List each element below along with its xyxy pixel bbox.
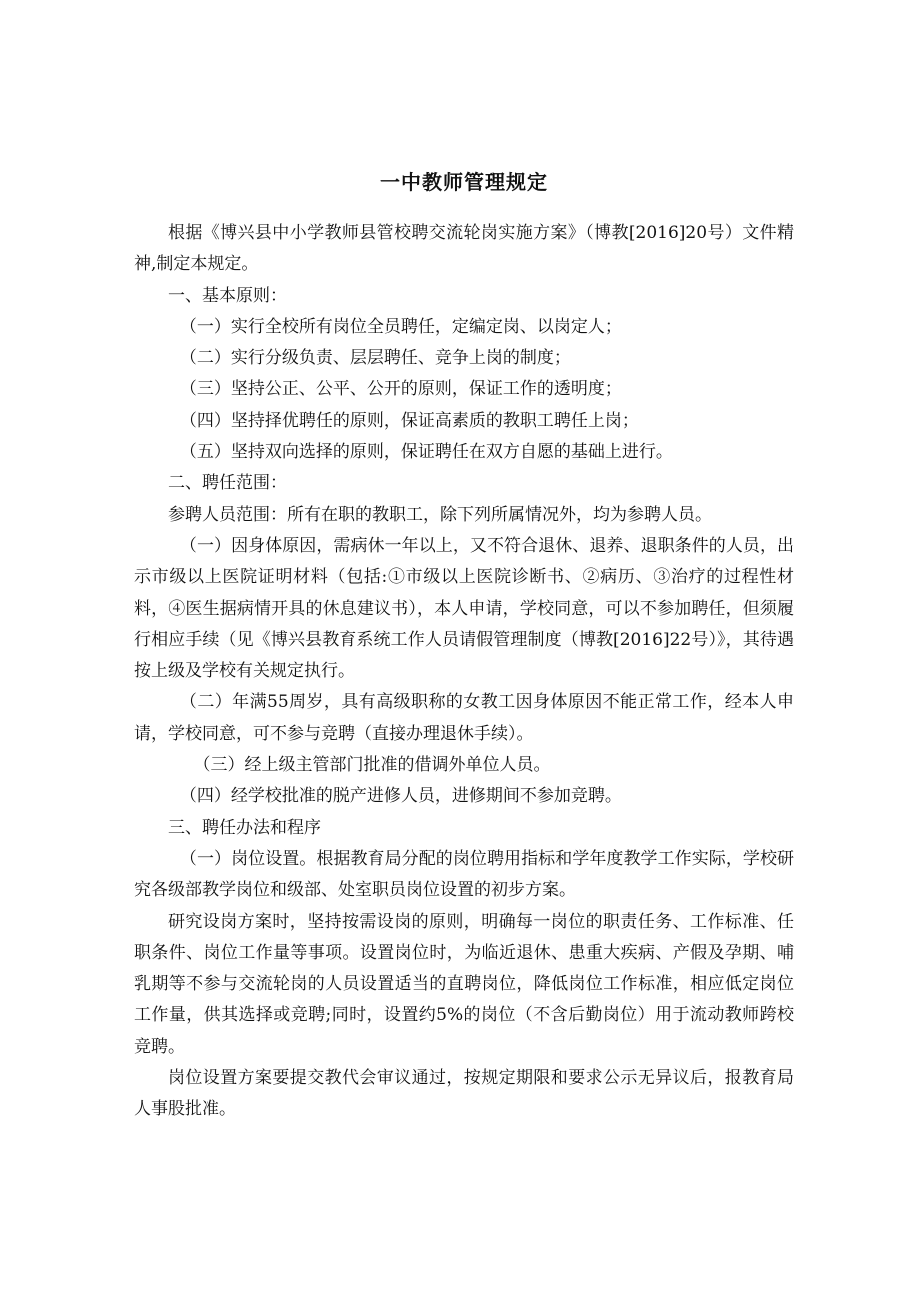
principle-item-3: （三）坚持公正、公平、公开的原则，保证工作的透明度；: [179, 379, 622, 400]
scope-paragraph: 参聘人员范围：所有在职的教职工，除下列所属情况外，均为参聘人员。: [168, 504, 712, 525]
procedure-paragraph-3: 岗位设置方案要提交教代会审议通过，按规定期限和要求公示无异议后，报教育局人事股批准。: [134, 1068, 794, 1120]
procedure-item-1: （一）岗位设置。根据教育局分配的岗位聘用指标和学年度教学工作实际，学校研究各级部教学岗位和级部、处室职员岗位设置的初步方案。: [134, 848, 794, 901]
exception-item-3: （三）经上级主管部门批准的借调外单位人员。: [193, 755, 551, 776]
principle-item-4: （四）坚持择优聘任的原则，保证高素质的教职工聘任上岗；: [179, 410, 639, 431]
intro-paragraph: 根据《博兴县中小学教师县管校聘交流轮岗实施方案》（博教[2016]20号）文件精神,制定本规定。: [134, 223, 794, 275]
exception-item-1: （一）因身体原因，需病休一年以上，又不符合退休、退养、退职条件的人员，出示市级以上医院证明材料（包括:①市级以上医院诊断书、②病历、③治疗的过程性材料，④医生据病情开具的休息建议书），本人申请，学校同意，可以不参加聘任，但须履行相应手续（见《博兴县教育系统工作人员请假管理制度（博教[2016]22号）》，其待遇按上级及学校有关规定执行。: [134, 535, 794, 682]
section-heading-principles: 一、基本原则：: [168, 285, 287, 306]
principle-item-1: （一）实行全校所有岗位全员聘任，定编定岗、以岗定人；: [179, 316, 622, 337]
section-heading-procedure: 三、聘任办法和程序: [168, 817, 321, 838]
principle-item-2: （二）实行分级负责、层层聘任、竞争上岗的制度；: [179, 348, 571, 369]
exception-item-4: （四）经学校批准的脱产进修人员，进修期间不参加竞聘。: [179, 786, 622, 807]
document-title: 一中教师管理规定: [380, 170, 548, 194]
principle-item-5: （五）坚持双向选择的原则，保证聘任在双方自愿的基础上进行。: [179, 442, 673, 463]
document-page: [134, 168, 794, 1126]
section-heading-scope: 二、聘任范围：: [168, 473, 287, 494]
exception-item-2: （二）年满55周岁，具有高级职称的女教工因身体原因不能正常工作，经本人申请，学校同意，可不参与竞聘（直接办理退休手续）。: [134, 692, 794, 744]
procedure-paragraph-2: 研究设岗方案时，坚持按需设岗的原则，明确每一岗位的职责任务、工作标准、任职条件、岗位工作量等事项。设置岗位时，为临近退休、患重大疾病、产假及孕期、哺乳期等不参与交流轮岗的人员设置适当的直聘岗位，降低岗位工作标准，相应低定岗位工作量，供其选择或竞聘;同时，设置约5%的岗位（不含后勤岗位）用于流动教师跨校竞聘。: [134, 911, 794, 1057]
